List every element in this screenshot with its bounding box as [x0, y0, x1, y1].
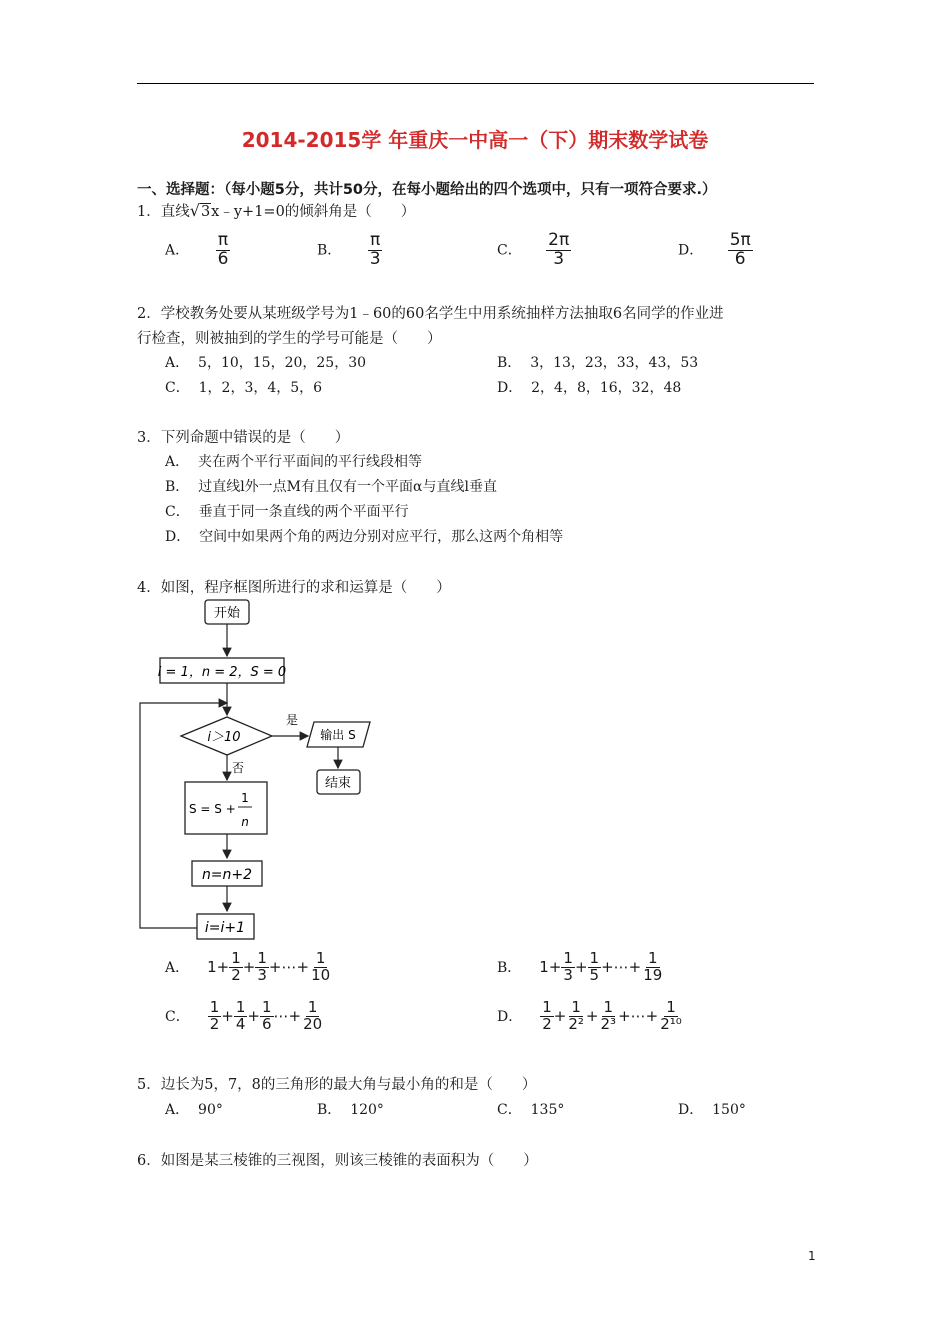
question-5: 5．边长为5，7，8的三角形的最大角与最小角的和是（ ）	[137, 1077, 537, 1093]
q3-option-d-text: 空间中如果两个角的两边分别对应平行，那么这两个角相等	[199, 529, 564, 545]
q2-option-a-label: A．	[165, 355, 190, 371]
q4-d-t1-n: 1	[542, 998, 552, 1016]
q2-option-b-text: 3，13，23，33，43，53	[530, 355, 699, 371]
q1-option-a-num: π	[217, 230, 229, 250]
q4-c-t1-d: 2	[209, 1014, 220, 1033]
q4-d-t3-d: 2³	[600, 1014, 617, 1033]
q4-a-dots: +⋯+	[268, 958, 310, 977]
question-1-pre: 直线	[160, 204, 190, 220]
question-2-line1: 2．学校教务处要从某班级学号为1﹣60的60名学生中用系统抽样方法抽取6名同学的作业进	[137, 306, 724, 322]
flow-start-text: 开始	[213, 606, 241, 621]
q5-option-d[interactable]	[678, 1099, 746, 1119]
q5-option-b-label: B．	[317, 1102, 342, 1118]
q3-option-c-label: C．	[165, 504, 190, 520]
question-6: 6．如图是某三棱锥的三视图，则该三棱锥的表面积为（ ）	[137, 1153, 538, 1169]
q4-a-t1-d: 2	[231, 965, 241, 984]
q4-option-b[interactable]: B． 1+ $\frac{1}{3}$ + $\frac{1}{5}$ +⋯+ $\frac{1}{19}$	[497, 949, 663, 984]
flow-decision-text: i＞10	[207, 730, 241, 745]
q4-option-c[interactable]: C． $\frac{1}{2}$ + $\frac{1}{4}$ + $\frac{1}{6}$ ⋯+ $\frac{1}{20}$	[165, 998, 323, 1033]
q4-option-d-label: D．	[497, 1009, 523, 1026]
q3-option-b-label: B．	[165, 479, 190, 495]
q2-option-c-label: C．	[165, 380, 190, 396]
q2-option-c-text: 1，2，3，4，5，6	[198, 380, 323, 396]
q4-d-last-d: 2¹⁰	[660, 1014, 682, 1033]
q4-a-t2-d: 3	[257, 965, 267, 984]
q4-a-last-d: 10	[311, 965, 331, 984]
page-title: 2014-2015学 年重庆一中高一（下）期末数学试卷	[241, 128, 709, 152]
q4-c-t2-d: 4	[235, 1014, 246, 1033]
q3-option-b-text: 过直线l外一点M有且仅有一个平面α与直线l垂直	[198, 479, 497, 495]
flow-init-text: i = 1，n = 2，S = 0	[157, 665, 287, 680]
q4-c-t3-d: 6	[261, 1014, 272, 1033]
q2-option-a-text: 5，10，15，20，25，30	[198, 355, 367, 371]
flow-update-s-num: 1	[241, 791, 249, 805]
flow-output-text: 输出 S	[320, 728, 356, 742]
q4-c-dots: ⋯+	[273, 1007, 302, 1026]
q4-option-a[interactable]: A． 1+ $\frac{1}{2}$ + $\frac{1}{3}$ +⋯+ $\frac{1}{10}$	[165, 949, 331, 984]
flow-update-s-lhs: S = S +	[189, 802, 236, 816]
q3-option-a-label: A．	[165, 454, 190, 470]
q4-c-t3-n: 1	[261, 998, 272, 1016]
question-1-post: x﹣y+1=0的倾斜角是（ ）	[211, 204, 416, 220]
q1-option-c-label: C．	[497, 242, 522, 259]
q1-option-b-num: π	[370, 230, 381, 250]
q1-option-a-den: 6	[217, 248, 229, 269]
q4-a-lead: 1+	[207, 958, 230, 977]
q1-option-b-label: B．	[317, 242, 342, 259]
flow-update-n-text: n=n+2	[201, 867, 253, 883]
question-2-line2: 行检查，则被抽到的学生的学号可能是（ ）	[137, 331, 442, 347]
q4-c-last-n: 1	[307, 998, 318, 1016]
q1-option-d-num: 5π	[729, 230, 751, 250]
q1-option-a-label: A．	[165, 242, 190, 259]
question-4: 4．如图，程序框图所进行的求和运算是（ ）	[137, 580, 451, 596]
flow-no-label: 否	[232, 761, 245, 775]
q1-option-c-num: 2π	[548, 230, 570, 250]
q4-b-lead: 1+	[539, 958, 562, 977]
q5-option-d-text: 150°	[712, 1102, 746, 1118]
q4-b-last-n: 1	[648, 949, 658, 967]
q4-a-t2-n: 1	[257, 949, 267, 967]
q3-option-a-text: 夹在两个平行平面间的平行线段相等	[198, 454, 423, 470]
q3-option-c-text: 垂直于同一条直线的两个平面平行	[198, 504, 409, 520]
sqrt-sign: √	[189, 201, 200, 220]
q2-option-d-label: D．	[497, 380, 523, 396]
q4-b-t1-d: 3	[563, 965, 573, 984]
q5-option-a-label: A．	[165, 1102, 190, 1118]
q1-option-d-den: 6	[734, 248, 746, 269]
q4-b-dots: +⋯+	[601, 958, 642, 977]
q1-option-d-label: D．	[678, 242, 704, 259]
sqrt-arg: 3	[200, 204, 211, 220]
q4-b-t2-d: 5	[589, 965, 600, 984]
q5-option-a-text: 90°	[198, 1102, 223, 1118]
flow-update-s-den: n	[241, 815, 249, 829]
q1-option-c-den: 3	[553, 248, 565, 269]
q4-d-t1-d: 2	[542, 1014, 552, 1033]
q4-d-last-n: 1	[666, 998, 676, 1016]
q2-option-b-label: B．	[497, 355, 522, 371]
section-heading: 一、选择题：（每小题5分，共计50分，在每小题给出的四个选项中，只有一项符合要求.）	[137, 182, 717, 198]
q4-option-b-label: B．	[497, 960, 522, 977]
question-1-number: 1．	[137, 204, 161, 220]
q4-d-t2-n: 1	[571, 998, 581, 1016]
flow-end-text: 结束	[324, 776, 352, 791]
page-number: 1	[808, 1249, 816, 1263]
q3-option-d-label: D．	[165, 529, 191, 545]
q4-b-last-d: 19	[643, 965, 663, 984]
q5-option-b[interactable]	[317, 1099, 384, 1119]
q4-b-t1-n: 1	[563, 949, 573, 967]
q4-d-t3-n: 1	[603, 998, 614, 1016]
flow-yes-label: 是	[286, 713, 299, 727]
q4-option-a-label: A．	[165, 960, 190, 977]
q1-option-b-den: 3	[369, 248, 381, 269]
q4-b-t2-n: 1	[589, 949, 600, 967]
question-3: 3．下列命题中错误的是（ ）	[137, 430, 350, 446]
q2-option-d-text: 2，4，8，16，32，48	[531, 380, 682, 396]
q5-option-d-label: D．	[678, 1102, 704, 1118]
q4-c-t2-n: 1	[235, 998, 246, 1016]
q5-option-c-text: 135°	[530, 1102, 565, 1118]
q5-option-c-label: C．	[497, 1102, 522, 1118]
q4-option-d[interactable]: D． $\frac{1}{2}$ + $\frac{1}{\text{2²}}$ + $\frac{1}{\text{2³}}$ +⋯+ $\frac{1}{\text{2¹⁰}}$	[497, 998, 682, 1033]
q4-option-c-label: C．	[165, 1009, 190, 1026]
q4-c-t1-n: 1	[209, 998, 220, 1016]
q4-a-last-n: 1	[315, 949, 326, 967]
q4-a-t1-n: 1	[231, 949, 241, 967]
flow-update-i-text: i=i+1	[204, 920, 246, 936]
q4-d-dots: +⋯+	[618, 1007, 659, 1026]
q5-option-c[interactable]	[497, 1099, 564, 1119]
q4-d-t2-d: 2²	[568, 1014, 584, 1033]
q5-option-a[interactable]	[165, 1099, 223, 1119]
q5-option-b-text: 120°	[350, 1102, 384, 1118]
q4-c-last-d: 20	[303, 1014, 323, 1033]
